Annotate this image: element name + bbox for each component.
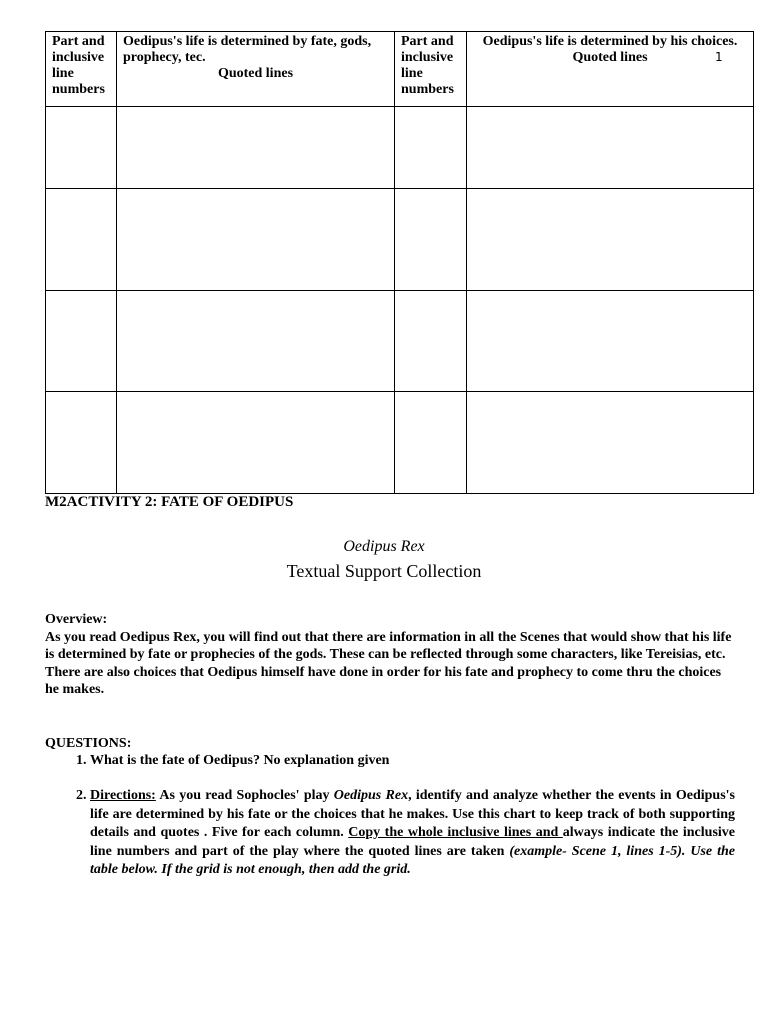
table-header-fate — [117, 32, 395, 107]
table-cell[interactable] — [46, 291, 117, 392]
question-2-directions: 2. Directions: As you read Sophocles' play Oedipus Rex, identify and analyze whether the events in Oedipus's life are determined by his fate or the choices that he makes. Use this chart to keep track of both supporting details and quotes . Five for each column. Copy the whole inclusive lines and always indicate the inclusive line numbers and part of the play where the quoted lines are taken (example- Scene 1, lines 1-5). Use the table below. If the grid is not enough, then add the grid. — [90, 787, 735, 880]
questions-section — [45, 735, 735, 898]
questions-heading: QUESTIONS: — [45, 736, 132, 751]
table-header-choices — [467, 32, 754, 107]
questions-list — [45, 752, 735, 880]
table-row — [46, 392, 754, 494]
play-name: Oedipus Rex — [333, 788, 409, 803]
table-cell[interactable] — [395, 392, 467, 494]
overview-heading: Overview: — [45, 612, 108, 627]
play-title: Oedipus Rex — [343, 538, 425, 555]
directions-label: Directions: — [90, 788, 156, 803]
table-cell[interactable] — [117, 392, 395, 494]
table-cell[interactable] — [395, 291, 467, 392]
table-row — [46, 291, 754, 392]
table-cell[interactable] — [395, 107, 467, 189]
overview-paragraph-1: As you read Oedipus Rex, you will find out that there are information in all the Scenes that would show that his life is determined by fate or prophecies of the gods. These can be reflected through some characters, like Tereisias, etc. — [45, 629, 732, 663]
overview-section — [45, 611, 735, 699]
header-fate-quoted-lines: Quoted lines — [217, 66, 294, 81]
overview-paragraph-2: There are also choices that Oedipus himself have done in order for his fate and prophecy to come thru the choices he makes. — [45, 664, 722, 698]
example-instruction: (example- Scene 1, lines 1-5). Use the table below. If the grid is not enough, then add the grid. — [90, 843, 735, 877]
table-header-part-lines-2: Part and inclusive line numbers — [395, 32, 467, 107]
document-subtitle: Textual Support Collection — [286, 561, 482, 581]
table-cell[interactable] — [46, 107, 117, 189]
table-row — [46, 189, 754, 291]
activity-title: M2ACTIVITY 2: FATE OF OEDIPUS — [45, 494, 294, 510]
table-cell[interactable] — [117, 107, 395, 189]
table-cell[interactable] — [117, 189, 395, 291]
table-row — [46, 107, 754, 189]
header-choices-quoted-lines: Quoted lines — [572, 50, 648, 65]
textual-support-table — [45, 31, 754, 494]
table-cell[interactable] — [467, 107, 754, 189]
page-number: 1 — [715, 50, 723, 64]
table-header-part-lines-1: Part and inclusive line numbers — [46, 32, 117, 107]
table-cell[interactable] — [467, 291, 754, 392]
table-cell[interactable] — [46, 392, 117, 494]
question-1: 1. What is the fate of Oedipus? No explanation given — [90, 752, 735, 769]
table-cell[interactable] — [467, 189, 754, 291]
table-cell[interactable] — [395, 189, 467, 291]
header-choices-title: Oedipus's life is determined by his choices. — [482, 34, 738, 49]
header-fate-title: Oedipus's life is determined by fate, gods, prophecy, tec. — [123, 34, 372, 65]
table-cell[interactable] — [46, 189, 117, 291]
copy-instruction: Copy the whole inclusive lines and — [348, 825, 563, 840]
table-cell[interactable] — [467, 392, 754, 494]
table-cell[interactable] — [117, 291, 395, 392]
